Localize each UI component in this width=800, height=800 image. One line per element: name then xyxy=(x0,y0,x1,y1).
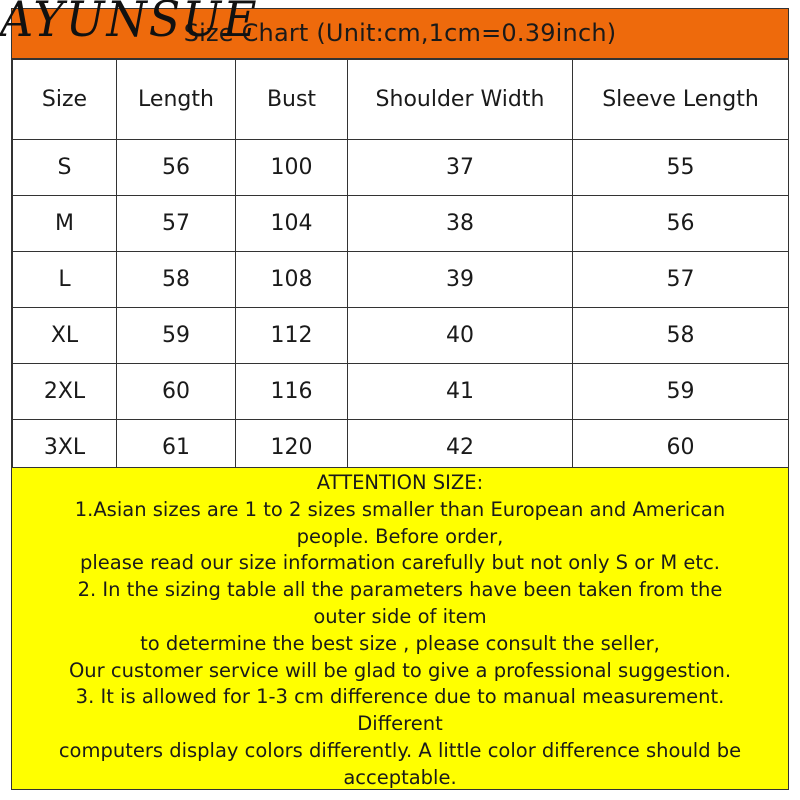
table-cell-size: L xyxy=(13,252,117,308)
table-cell-sleeve-length: 60 xyxy=(573,420,789,476)
table-cell-bust: 120 xyxy=(236,420,348,476)
table-cell-size: 3XL xyxy=(13,420,117,476)
column-header-shoulder-width: Shoulder Width xyxy=(348,60,573,140)
size-chart-title: Size Chart (Unit:cm,1cm=0.39inch) xyxy=(183,19,617,47)
attention-line: acceptable. xyxy=(343,765,457,789)
size-chart-sheet xyxy=(11,8,789,790)
table-cell-bust: 116 xyxy=(236,364,348,420)
table-cell-bust: 112 xyxy=(236,308,348,364)
table-cell-shoulder-width: 42 xyxy=(348,420,573,476)
table-cell-sleeve-length: 58 xyxy=(573,308,789,364)
attention-line: 2. In the sizing table all the parameters have been taken from the xyxy=(77,578,723,602)
table-cell-length: 59 xyxy=(117,308,236,364)
table-cell-shoulder-width: 37 xyxy=(348,140,573,196)
attention-line: people. Before order, xyxy=(296,524,504,548)
table-row xyxy=(13,364,789,420)
table-cell-length: 61 xyxy=(117,420,236,476)
table-cell-size: S xyxy=(13,140,117,196)
table-header-row xyxy=(13,60,789,140)
attention-line: outer side of item xyxy=(313,604,487,628)
brand-logo: AYUNSUE xyxy=(0,0,259,48)
column-header-length: Length xyxy=(117,60,236,140)
table-cell-bust: 108 xyxy=(236,252,348,308)
table-cell-sleeve-length: 59 xyxy=(573,364,789,420)
attention-line: Different xyxy=(357,712,443,736)
attention-notice xyxy=(12,467,788,789)
size-table xyxy=(12,59,789,476)
attention-line: to determine the best size , please consult the seller, xyxy=(140,631,660,655)
table-cell-shoulder-width: 41 xyxy=(348,364,573,420)
table-cell-length: 56 xyxy=(117,140,236,196)
table-row xyxy=(13,252,789,308)
table-cell-shoulder-width: 38 xyxy=(348,196,573,252)
table-cell-size: M xyxy=(13,196,117,252)
column-header-size: Size xyxy=(13,60,117,140)
attention-line: please read our size information carefully but not only S or M etc. xyxy=(80,551,720,575)
attention-line: 3. It is allowed for 1-3 cm difference due to manual measurement. xyxy=(75,685,725,709)
table-cell-shoulder-width: 40 xyxy=(348,308,573,364)
table-cell-bust: 104 xyxy=(236,196,348,252)
table-cell-sleeve-length: 55 xyxy=(573,140,789,196)
table-cell-sleeve-length: 56 xyxy=(573,196,789,252)
table-cell-shoulder-width: 39 xyxy=(348,252,573,308)
column-header-sleeve-length: Sleeve Length xyxy=(573,60,789,140)
table-row xyxy=(13,140,789,196)
table-row xyxy=(13,308,789,364)
table-cell-length: 60 xyxy=(117,364,236,420)
column-header-bust: Bust xyxy=(236,60,348,140)
attention-line: 1.Asian sizes are 1 to 2 sizes smaller than European and American xyxy=(74,497,726,521)
attention-heading: ATTENTION SIZE: xyxy=(316,471,484,494)
table-row xyxy=(13,196,789,252)
table-cell-size: 2XL xyxy=(13,364,117,420)
table-cell-sleeve-length: 57 xyxy=(573,252,789,308)
table-cell-length: 57 xyxy=(117,196,236,252)
table-cell-bust: 100 xyxy=(236,140,348,196)
table-cell-length: 58 xyxy=(117,252,236,308)
attention-line: computers display colors differently. A little color difference should be xyxy=(58,738,742,762)
table-cell-size: XL xyxy=(13,308,117,364)
attention-line: Our customer service will be glad to give a professional suggestion. xyxy=(68,658,732,682)
